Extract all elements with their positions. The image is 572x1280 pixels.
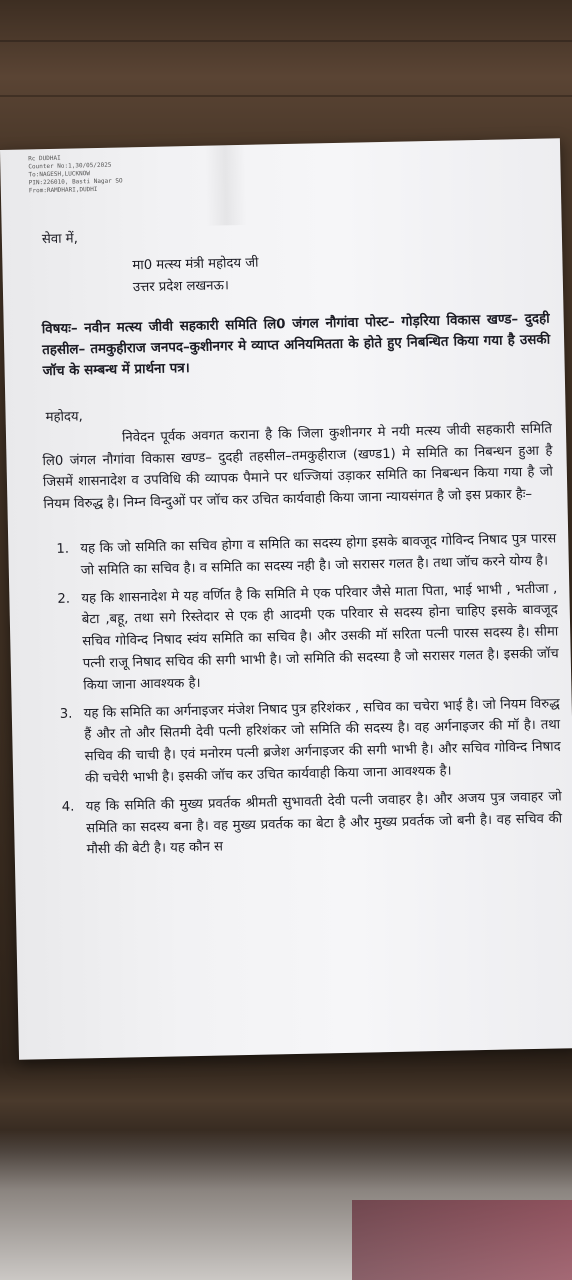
recipient-line: उत्तर प्रदेश लखनऊ। xyxy=(132,278,230,296)
point-text: यह कि समिति का अर्गनाइजर मंजेश निषाद पुत्र हरिशंकर , सचिव का चचेरा भाई है। जो नियम विरुद्ध हैं और तो और सितमी देवी पत्नी हरिशंकर जो समिति की सदस्य है। वह अर्गनाइजर की मॉ है। तथा सचिव की चाची है। एवं मनोरम पत्नी ब्रजेश अर्गनाइजर की सगी भाभी है। और सचिव गोविन्द निषाद की चचेरी भाभी है। इसकी जॉच कर उचित कार्यवाही किया जाना आवश्यक है। xyxy=(83,695,561,787)
wood-grain xyxy=(0,95,572,97)
wood-grain xyxy=(0,40,572,42)
point-number: 3. xyxy=(59,706,73,722)
point-number: 1. xyxy=(56,541,70,557)
subject-label: विषयः– xyxy=(41,321,78,338)
list-item xyxy=(50,786,563,862)
paper-fold xyxy=(205,145,247,226)
stamp-line: To:NAGESH,LUCKNOW xyxy=(28,170,91,179)
stamp-line: From:RAMDHARI,DUDHI xyxy=(28,185,98,195)
stamp-line: Counter No:1,30/05/2025 xyxy=(28,161,112,171)
letter-page xyxy=(0,138,572,1060)
salutation: सेवा में, xyxy=(41,231,78,248)
list-item xyxy=(44,528,557,582)
postal-stamp xyxy=(28,153,123,195)
point-text: यह कि जो समिति का सचिव होगा व समिति का सदस्य होगा इसके बावजूद गोविन्द निषाद पुत्र पारस जो समिति का सचिव है। व समिति का सदस्य नही है। जो सरासर गलत है। तथा जॉच करने योग्य है। xyxy=(80,531,557,579)
list-item xyxy=(45,578,559,698)
subject xyxy=(42,309,551,383)
intro-paragraph: निवेदन पूर्वक अवगत कराना है कि जिला कुशीनगर मे नयी मत्स्य जीवी सहकारी समिति लि0 जंगल नौगांवा विकास खण्ड– दुदही तहसील–तमकुहीराज (खण्ड1) मे समिति का निबन्धन हुआ है जिसमें शासनादेश व उपविधि की व्यापक पैमाने पर धज्जियां उड़ाकर समिति का निबन्धन किया गया है जो नियम विरुद्ध है। निम्न विन्दुओं पर जॉच कर उचित कार्यवाही किया जाना न्यायसंगत है जो इस प्रकार हैः– xyxy=(42,421,554,512)
point-number: 2. xyxy=(57,591,71,607)
point-text: यह कि शासनादेश मे यह वर्णित है कि समिति मे एक परिवार जैसे माता पिता, भाई भाभी , भतीजा , बेटा ,बहू, तथा सगे रिस्तेदार से एक ही आदमी एक परिवार से सदस्य होना चाहिए इसके बावजूद सचिव गोविन्द निषाद स्वंय समिति का सचिव है। और उसकी मॉ सरिता पत्नी पारस सदस्य है। सीमा पत्नी राजू निषाद सचिव की सगी भाभी है। जो समिति की सदस्या है जो सरासर गलत है। इसकी जॉच किया जाना आवश्यक है। xyxy=(81,581,559,694)
point-number: 4. xyxy=(61,799,75,815)
point-text: यह कि समिति की मुख्य प्रवर्तक श्रीमती सुभावती देवी पत्नी जवाहर है। और अजय पुत्र जवाहर जो समिति का सदस्य बना है। वह मुख्य प्रवर्तक का बेटा है और मुख्य प्रवर्तक जो बनी है। वह सचिव की मौसी की बेटी है। यह कौन स xyxy=(85,789,563,858)
recipient-block xyxy=(132,253,259,300)
points-list xyxy=(44,528,563,868)
subject-text: नवीन मत्स्य जीवी सहकारी समिति लि0 जंगल नौगांवा पोस्ट– गोड़रिया विकास खण्ड– दुदही तहसील– तमकुहीराज जनपद–कुशीनगर मे व्याप्त अनियमितता के होते हुए निबन्धित किया गया है उसकी जॉच के सम्बन्ध में प्रार्थना पत्र। xyxy=(42,311,551,380)
list-item xyxy=(48,693,562,791)
cloth xyxy=(352,1200,572,1280)
recipient-line: मा0 मत्स्य मंत्री महोदय जी xyxy=(132,255,259,274)
stamp-line: PIN:226010, Basti Nagar SO xyxy=(28,177,123,187)
greeting: महोदय, xyxy=(45,409,83,426)
stamp-line: Rc DUDHAI xyxy=(28,154,61,163)
